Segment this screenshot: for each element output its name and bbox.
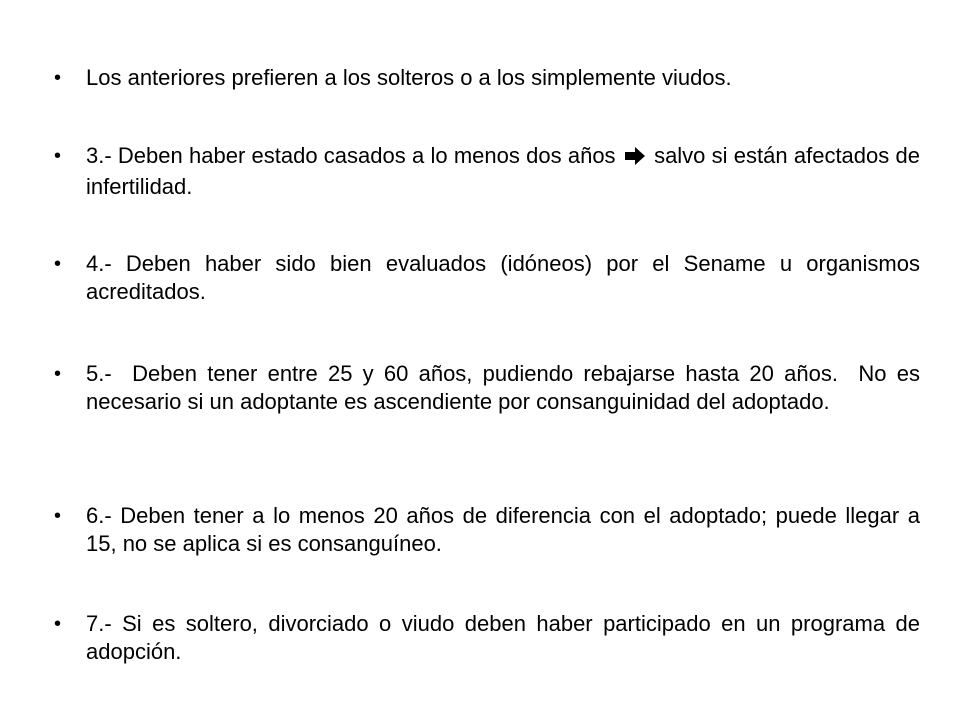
bullet-symbol: • bbox=[54, 253, 62, 275]
bullet-symbol: • bbox=[54, 363, 62, 385]
bullet-text: 4.- Deben haber sido bien evaluados (idóneos) por el Sename u organismos acreditados. bbox=[86, 251, 920, 304]
list-item bbox=[54, 610, 920, 666]
right-arrow-icon bbox=[624, 145, 646, 173]
bullet-text-before-icon: 3.- Deben haber estado casados a lo menos dos años bbox=[86, 143, 616, 168]
list-item bbox=[54, 142, 920, 201]
bullet-symbol: • bbox=[54, 613, 62, 635]
bullet-text bbox=[86, 142, 920, 201]
bullet-symbol: • bbox=[54, 505, 62, 527]
list-item bbox=[54, 250, 920, 306]
list-item bbox=[54, 360, 927, 416]
bullet-symbol: • bbox=[54, 67, 62, 89]
list-item bbox=[54, 64, 920, 92]
bullet-text-after-icon: salvo si están afectados de infertilidad. bbox=[86, 143, 920, 199]
bullet-text: 5.- Deben tener entre 25 y 60 años, pudiendo rebajarse hasta 20 años. No es necesario si un adoptante es ascendiente por consanguinidad del adoptado. bbox=[86, 361, 927, 414]
bullet-text: 6.- Deben tener a lo menos 20 años de diferencia con el adoptado; puede llegar a 15, no se aplica si es consanguíneo. bbox=[86, 503, 920, 556]
bullet-symbol: • bbox=[54, 145, 62, 167]
bullet-text: Los anteriores prefieren a los solteros o a los simplemente viudos. bbox=[86, 65, 732, 90]
bullet-text: 7.- Si es soltero, divorciado o viudo deben haber participado en un programa de adopción. bbox=[86, 611, 920, 664]
list-item bbox=[54, 502, 920, 558]
